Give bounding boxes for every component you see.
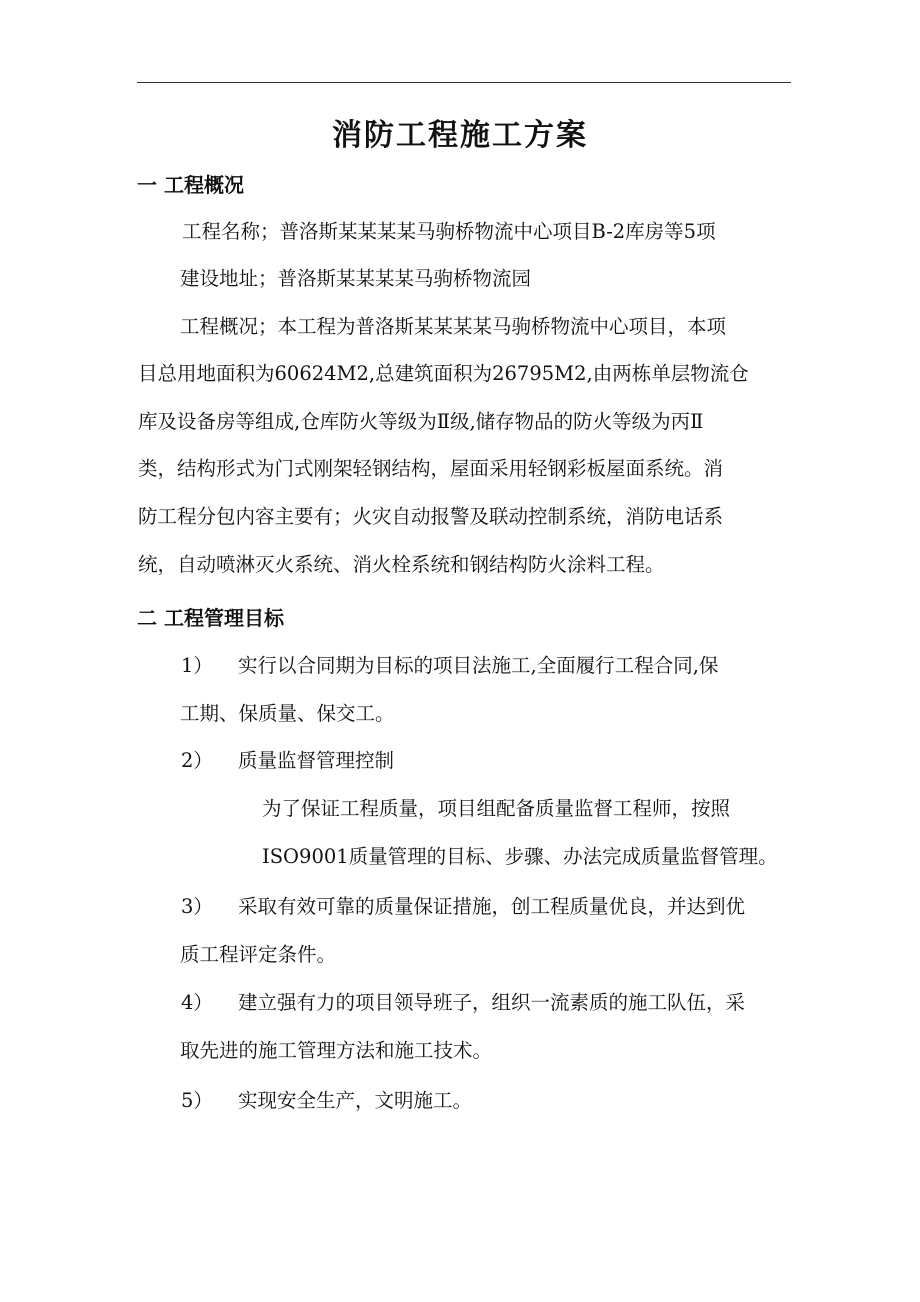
overview-line: 统，自动喷淋灭火系统、消火栓系统和钢结构防火涂料工程。 (138, 553, 665, 576)
goal-item-text: 采取有效可靠的质量保证措施，创工程质量优良，并达到优 (238, 895, 746, 918)
header-rule (137, 82, 791, 83)
section-heading-overview: 一 工程概况 (137, 173, 244, 197)
goal-item-text: 实行以合同期为目标的项目法施工,全面履行工程合同,保 (238, 654, 719, 677)
goal-item-text: 工期、保质量、保交工。 (180, 702, 395, 725)
goal-item-text: 质工程评定条件。 (180, 943, 337, 966)
goal-item-text: 建立强有力的项目领导班子，组织一流素质的施工队伍，采 (238, 991, 746, 1014)
goal-item-text: 质量监督管理控制 (238, 749, 395, 772)
list-number: 3） (181, 895, 213, 918)
goal-item-text: 实现安全生产，文明施工。 (238, 1089, 473, 1112)
overview-line: 防工程分包内容主要有；火灾自动报警及联动控制系统，消防电话系 (138, 505, 724, 528)
overview-line: 库及设备房等组成,仓库防火等级为Ⅱ级,储存物品的防火等级为丙Ⅱ (138, 410, 704, 433)
overview-line: 类，结构形式为门式刚架轻钢结构，屋面采用轻钢彩板屋面系统。消 (138, 457, 724, 480)
goal-item-subtext: ISO9001质量管理的目标、步骤、办法完成质量监督管理。 (262, 845, 778, 868)
project-name-line: 工程名称；普洛斯某某某某马驹桥物流中心项目B-2库房等5项 (182, 220, 716, 243)
document-title: 消防工程施工方案 (332, 118, 588, 153)
list-number: 5） (181, 1089, 213, 1112)
project-address-line: 建设地址；普洛斯某某某某马驹桥物流园 (180, 267, 532, 290)
goal-item-text: 取先进的施工管理方法和施工技术。 (180, 1039, 493, 1062)
overview-line: 工程概况；本工程为普洛斯某某某某马驹桥物流中心项目，本项 (180, 315, 727, 338)
list-number: 2） (181, 749, 213, 772)
list-number: 4） (181, 991, 213, 1014)
overview-line: 目总用地面积为60624M2,总建筑面积为26795M2,由两栋单层物流仓 (138, 362, 749, 385)
section-heading-goals: 二 工程管理目标 (137, 606, 284, 630)
list-number: 1） (181, 654, 213, 677)
goal-item-subtext: 为了保证工程质量，项目组配备质量监督工程师，按照 (262, 797, 731, 820)
